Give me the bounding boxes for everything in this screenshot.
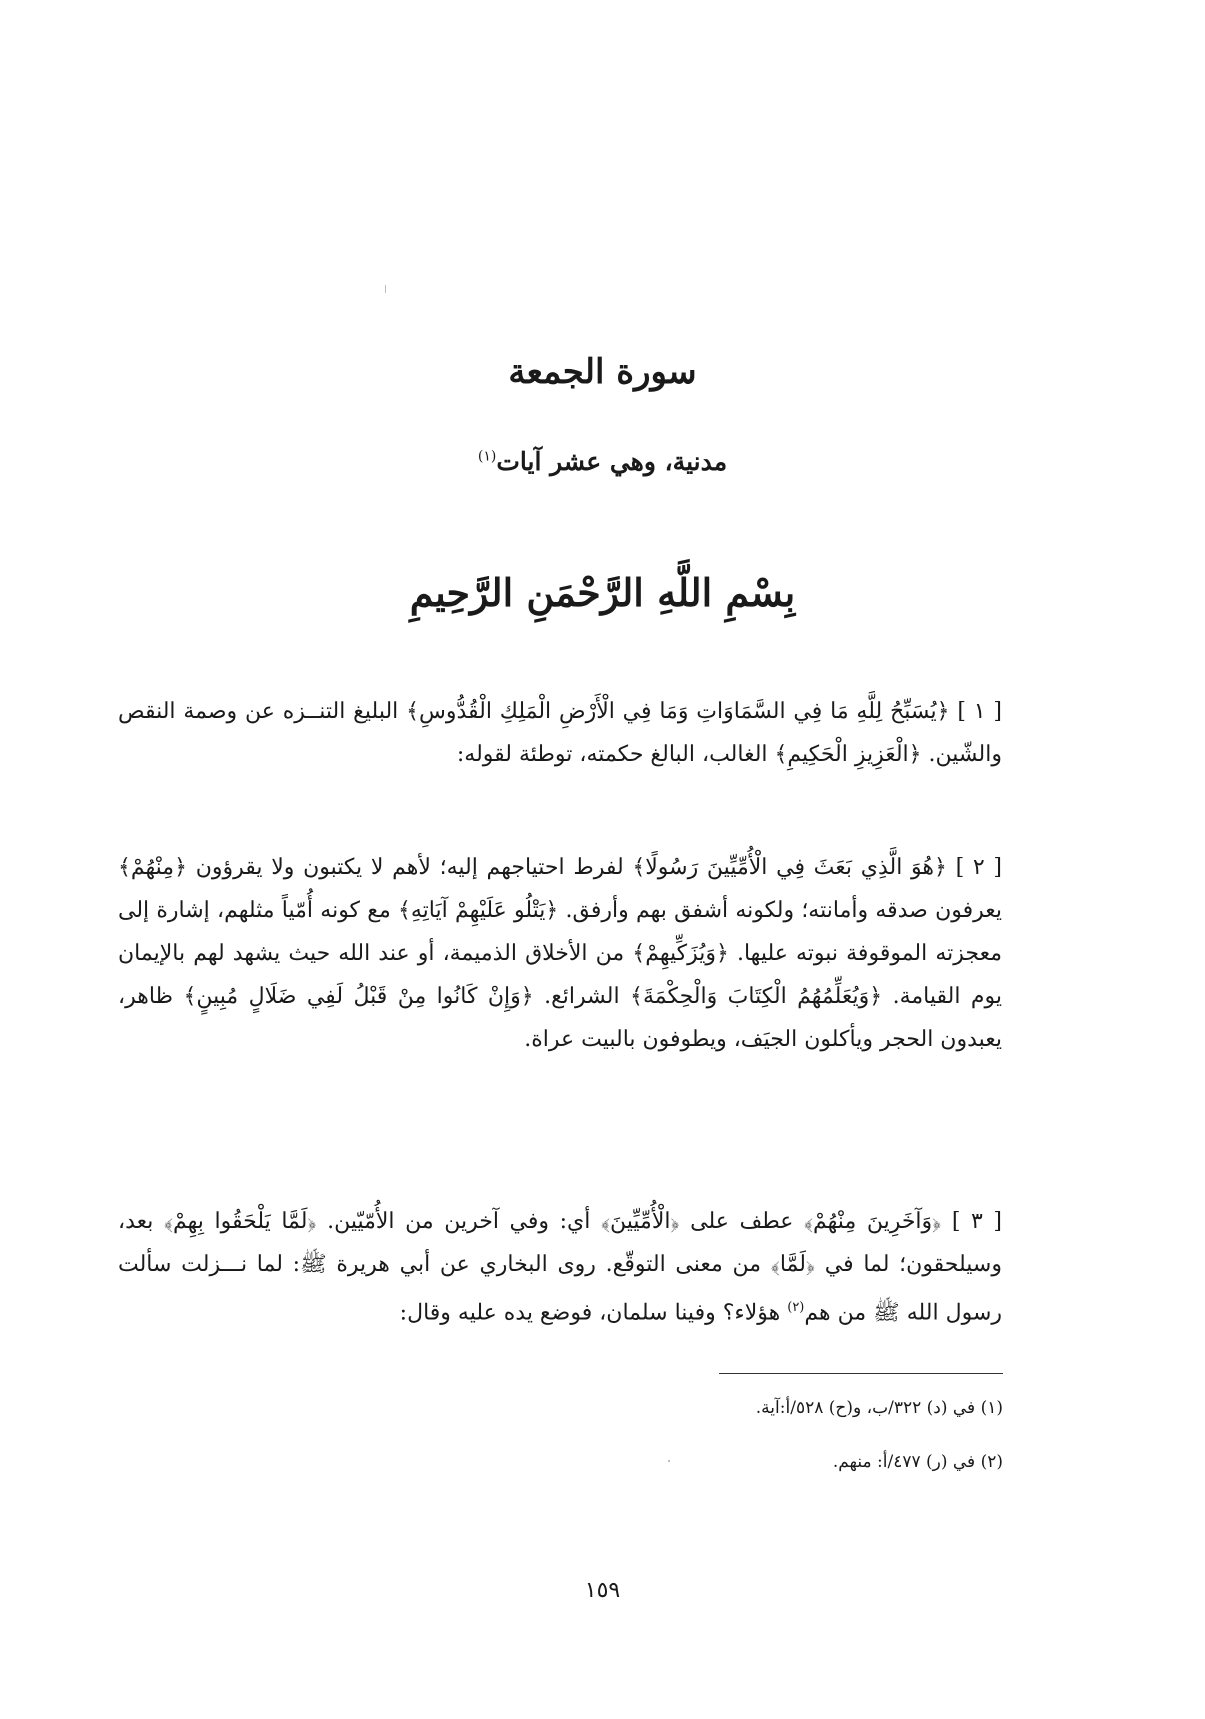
- verse-number: [ ١ ]: [957, 699, 1003, 724]
- basmala: بِسْمِ اللَّهِ الرَّحْمَنِ الرَّحِيمِ: [409, 570, 796, 615]
- subtitle-text: مدنية، وهي عشر آيات: [496, 447, 728, 476]
- scan-speck: [668, 1460, 670, 1462]
- verse-paragraph: [118, 690, 1002, 776]
- surah-subtitle: [0, 447, 1205, 476]
- verse-commentary: ﴿هُوَ الَّذِي بَعَثَ فِي الْأُمِّيِّينَ رَسُولًا﴾ لفرط احتياجهم إليه؛ لأهم لا يكتبون ولا يقرؤون ﴿مِنْهُمْ﴾ يعرفون صدقه وأمانته؛ ولكونه أشفق بهم وأرفق. ﴿يَتْلُو عَلَيْهِمْ آيَاتِهِ﴾ مع كونه أُمّياً مثلهم، إشارة إلى معجزته الموقوفة نبوته عليها. ﴿وَيُزَكِّيهِمْ﴾ من الأخلاق الذميمة، أو عند الله حيث يشهد لهم بالإيمان يوم القيامة. ﴿وَيُعَلِّمُهُمُ الْكِتَابَ وَالْحِكْمَةَ﴾ الشرائع. ﴿وَإِنْ كَانُوا مِنْ قَبْلُ لَفِي ضَلَالٍ مُبِينٍ﴾ ظاهر، يعبدون الحجر ويأكلون الجيَف، ويطوفون بالبيت عراة.: [118, 855, 1003, 1052]
- surah-title: سورة الجمعة: [508, 352, 697, 392]
- verse-commentary: ﴿وَآخَرِينَ مِنْهُمْ﴾ عطف على ﴿الْأُمِّيِّينَ﴾ أي: وفي آخرين من الأُمّيّين. ﴿لَمَّا يَلْحَقُوا بِهِمْ﴾ بعد، وسيلحقون؛ لما في ﴿لَمَّا﴾ من معنى التوقّع. روى البخاري عن أبي هريرة ﷺ: لما نـــزلت سألت رسول الله ﷺ من هم: [118, 1209, 1002, 1326]
- verse-number: [ ٣ ]: [951, 1209, 1003, 1234]
- footnote: (١) في (د) ٣٢٢/ب، و(ح) ٥٢٨/أ:آية.: [755, 1398, 1003, 1418]
- scan-mark: [385, 285, 386, 293]
- footnote: (٢) في (ر) ٤٧٧/أ: منهم.: [832, 1452, 1003, 1472]
- footnote-ref: (٢): [787, 1300, 805, 1315]
- verse-commentary: ﴿يُسَبِّحُ لِلَّهِ مَا فِي السَّمَاوَاتِ وَمَا فِي الْأَرْضِ الْمَلِكِ الْقُدُّوسِ﴾ البليغ التنــزه عن وصمة النقص والشّين. ﴿الْعَزِيزِ الْحَكِيمِ﴾ الغالب، البالغ حكمته، توطئة لقوله:: [118, 699, 1002, 767]
- page-number: ١٥٩: [584, 1578, 621, 1603]
- subtitle-footnote-ref: (١): [477, 448, 497, 465]
- verse-paragraph: [118, 846, 1002, 1061]
- verse-commentary-continued: هؤلاء؟ وفينا سلمان، فوضع يده عليه وقال:: [399, 1300, 788, 1326]
- verse-number: [ ٢ ]: [955, 855, 1003, 880]
- verse-paragraph: [118, 1200, 1002, 1334]
- footnote-divider: [719, 1373, 1003, 1374]
